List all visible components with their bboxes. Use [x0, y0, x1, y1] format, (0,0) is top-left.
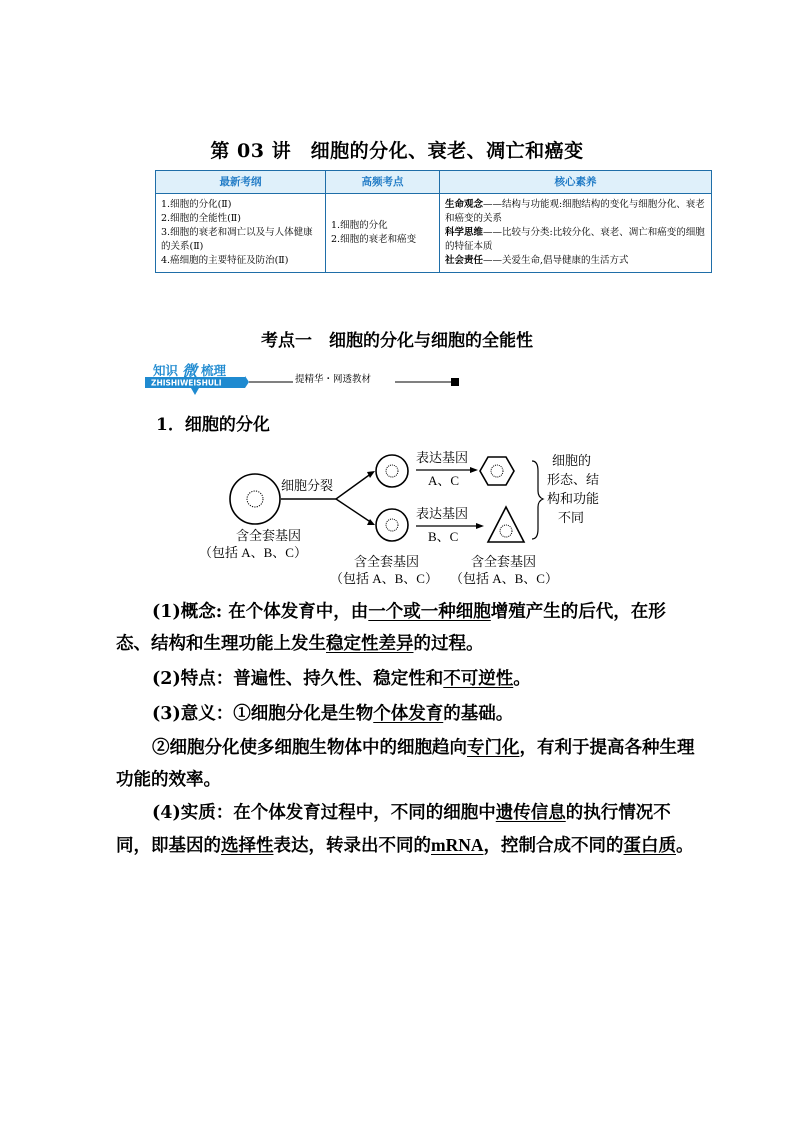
- nucleus-left: [247, 491, 263, 507]
- badge-pinyin: ZHISHIWEISHULI: [151, 378, 222, 388]
- concept-paragraph: [116, 596, 698, 660]
- label-full-genes-left: 含全套基因: [236, 528, 302, 543]
- subheading: 1．细胞的分化: [156, 415, 270, 435]
- result-line: 构和功能: [547, 491, 600, 506]
- frequent-item: 2.细胞的衰老和癌变: [331, 234, 417, 245]
- concept-underline: 一个或一种细胞: [368, 602, 491, 622]
- concept-underline: 稳定性差异: [326, 634, 414, 654]
- essence-underline: 遗传信息: [495, 803, 566, 823]
- feature-paragraph: [116, 663, 698, 695]
- essence-text: ，控制合成不同的: [483, 836, 624, 856]
- literacy-label: 生命观念: [445, 199, 484, 210]
- concept-text: 的过程。: [413, 634, 484, 654]
- feature-text: (2)特点：普遍性、持久性、稳定性和: [152, 669, 444, 689]
- result-line: 细胞的: [552, 453, 592, 468]
- literacy-cell: [440, 194, 712, 273]
- badge-title-a: 知识: [153, 363, 179, 378]
- syllabus-item: 3.细胞的衰老和凋亡以及与人体健康的关系(Ⅱ): [161, 227, 313, 252]
- label-genes-top: A、C: [428, 473, 460, 488]
- arrowhead-express-top: [470, 467, 478, 473]
- badge-title-c: 梳理: [201, 363, 227, 378]
- essence-text: (4)实质：在个体发育过程中，不同的细胞中: [152, 803, 496, 823]
- col-header-syllabus: 最新考纲: [156, 171, 326, 194]
- meaning-text: 的基础。: [443, 704, 514, 724]
- frequent-item: 1.细胞的分化: [331, 220, 388, 231]
- essence-paragraph: [116, 797, 698, 862]
- nucleus-hexagon: [491, 465, 503, 477]
- concept-text: (1)概念: 在个体发育中，由: [152, 602, 369, 622]
- literacy-item: [445, 198, 706, 226]
- label-genes-bottom: B、C: [428, 529, 459, 544]
- syllabus-item: 2.细胞的全能性(Ⅱ): [161, 213, 241, 224]
- label-express-top: 表达基因: [416, 450, 469, 465]
- label-including-mid: （包括 A、B、C）: [330, 571, 438, 586]
- badge-slogan: 提精华・网透教材: [295, 374, 372, 385]
- differentiation-diagram: [196, 443, 620, 591]
- col-header-frequent: 高频考点: [326, 171, 440, 194]
- nucleus-mid-bottom: [386, 519, 398, 531]
- literacy-item: [445, 254, 706, 268]
- label-division: 细胞分裂: [281, 478, 334, 493]
- col-header-literacy: 核心素养: [440, 171, 712, 194]
- badge-title-b: 微: [182, 362, 198, 380]
- meaning-text: (3)意义：①细胞分化是生物: [152, 704, 374, 724]
- lesson-title: 第 03 讲 细胞的分化、衰老、凋亡和癌变: [210, 140, 584, 162]
- literacy-item: [445, 226, 706, 254]
- badge-end-square: [451, 378, 459, 386]
- result-bracket: [532, 461, 543, 539]
- meaning-underline: 个体发育: [373, 704, 444, 724]
- label-including-left: （包括 A、B、C）: [199, 545, 307, 560]
- division-branch-bottom: [336, 499, 372, 523]
- literacy-text: ——结构与功能观:细胞结构的变化与细胞分化、衰老和癌变的关系: [445, 199, 705, 224]
- syllabus-cell: [156, 194, 326, 273]
- meaning-text: ，有利于提高各种生理功能的效率。: [116, 738, 695, 790]
- essence-text: 表达，转录出不同的: [273, 836, 431, 856]
- label-full-genes-right: 含全套基因: [471, 554, 537, 569]
- essence-underline: mRNA: [431, 835, 484, 855]
- literacy-label: 科学思维: [445, 227, 484, 238]
- essence-text: 的执行情况不同，即基因的: [116, 803, 671, 856]
- nucleus-mid-top: [386, 465, 398, 477]
- essence-underline: 选择性: [221, 836, 274, 856]
- meaning-text: ②细胞分化使多细胞生物体中的细胞趋向: [152, 738, 467, 758]
- knowledge-badge: [143, 360, 463, 398]
- syllabus-item: 4.癌细胞的主要特征及防治(Ⅱ): [161, 255, 289, 266]
- literacy-label: 社会责任: [445, 255, 484, 266]
- division-branch-top: [336, 473, 372, 499]
- literacy-text: ——关爱生命,倡导健康的生活方式: [483, 255, 629, 266]
- nucleus-triangle: [500, 525, 512, 537]
- feature-text: 。: [513, 669, 531, 689]
- result-line: 形态、结: [547, 472, 600, 487]
- syllabus-item: 1.细胞的分化(Ⅱ): [161, 199, 232, 210]
- essence-text: 。: [676, 836, 694, 856]
- meaning-paragraph-2: [116, 732, 698, 796]
- arrowhead-top: [367, 471, 375, 478]
- syllabus-table: [155, 170, 712, 273]
- result-line: 不同: [558, 510, 585, 525]
- label-including-right: （包括 A、B、C）: [450, 571, 558, 586]
- concept-text: 增殖产生的后代，在形态、结构和生理功能上发生: [116, 602, 666, 654]
- frequent-cell: [326, 194, 440, 273]
- essence-underline: 蛋白质: [623, 836, 676, 856]
- feature-underline: 不可逆性: [443, 669, 514, 689]
- meaning-paragraph-1: [116, 698, 698, 730]
- literacy-text: ——比较与分类:比较分化、衰老、凋亡和癌变的细胞的特征本质: [445, 227, 705, 252]
- section-title: 考点一 细胞的分化与细胞的全能性: [261, 331, 533, 351]
- label-express-bottom: 表达基因: [416, 506, 469, 521]
- meaning-underline: 专门化: [467, 738, 520, 758]
- label-full-genes-mid: 含全套基因: [354, 554, 420, 569]
- arrowhead-express-bottom: [476, 523, 484, 529]
